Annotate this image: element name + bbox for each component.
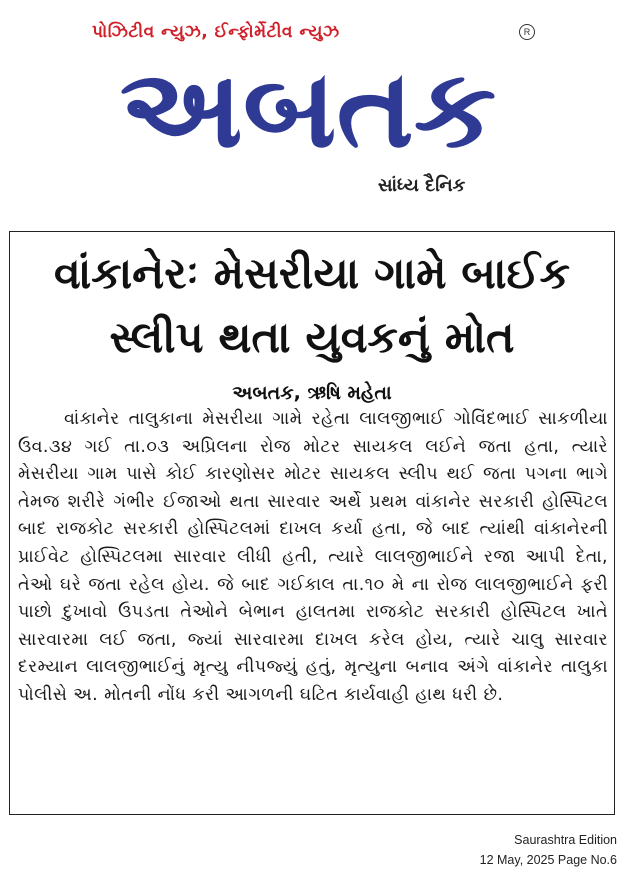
article-body: વાંકાનેર તાલુકાના મેસરીયા ગામે રહેતા લાલજીભાઈ ગોવિંદભાઈ સાકળીયા ઉવ.૩૪ ગઈ તા.૦૩ અપ્રિલના રોજ મોટર સાયકલ લઈને જતા હતા, ત્યારે મેસરીયા ગામ પાસે કોઈ કારણોસર મોટર સાયકલ સ્લીપ થઈ જતા પગના ભાગે તેમજ શરીરે ગંભીર ઈજાઓ થતા સારવાર અર્થે પ્રથમ વાંકાનેર સરકારી હોસ્પિટલ બાદ રાજકોટ સરકારી હોસ્પિટલમાં દાખલ કર્યા હતા, જે બાદ ત્યાંથી વાંકાનેરની પ્રાઈવેટ હોસ્પિટલમા સારવાર લીધી હતી, ત્યારે લાલજીભાઈને રજા આપી દેતા, તેઓ ઘરે જતા રહેલ હોય. જે બાદ ગઈકાલ તા.૧૦ મે ના રોજ લાલજીભાઈને ફરી પાછો દુખાવો ઉપડતા તેઓને બેભાન હાલતમા રાજકોટ સરકારી હોસ્પિટલ ખાતે સારવારમા લઈ જતા, જ્યાં સારવારમા દાખલ કરેલ હોય, ત્યારે ચાલુ સારવાર દરમ્યાન લાલજીભાઈનું મૃત્યુ નીપજ્યું હતું, મૃત્યુના બનાવ અંગે વાંકાનેર તાલુકા પોલીસે અ. મોતની નોંધ કરી આગળની ઘટિત કાર્યવાહી હાથ ધરી છે. <box>18 409 608 705</box>
edition-type-label: સાંધ્ય દૈનિક <box>378 175 466 196</box>
news-article <box>9 231 615 815</box>
registered-mark-icon: R <box>519 24 535 40</box>
article-byline: અબતક, ઋષિ મહેતા <box>232 382 392 404</box>
masthead-tagline: પોઝિટીવ ન્યુઝ, ઈન્ફોર્મેટીવ ન્યુઝ <box>92 22 340 42</box>
masthead <box>0 0 626 215</box>
headline-line-1: વાંકાનેરઃ મેસરીયા ગામે બાઈક <box>53 249 571 299</box>
page-footer <box>480 830 617 870</box>
publication-date-page: 12 May, 2025 Page No.6 <box>479 853 617 867</box>
article-headline <box>10 242 614 370</box>
edition-name: Saurashtra Edition <box>514 833 617 847</box>
headline-line-2: સ્લીપ થતા યુવકનું મોત <box>109 313 515 363</box>
newspaper-logo: અબતક <box>119 47 497 172</box>
